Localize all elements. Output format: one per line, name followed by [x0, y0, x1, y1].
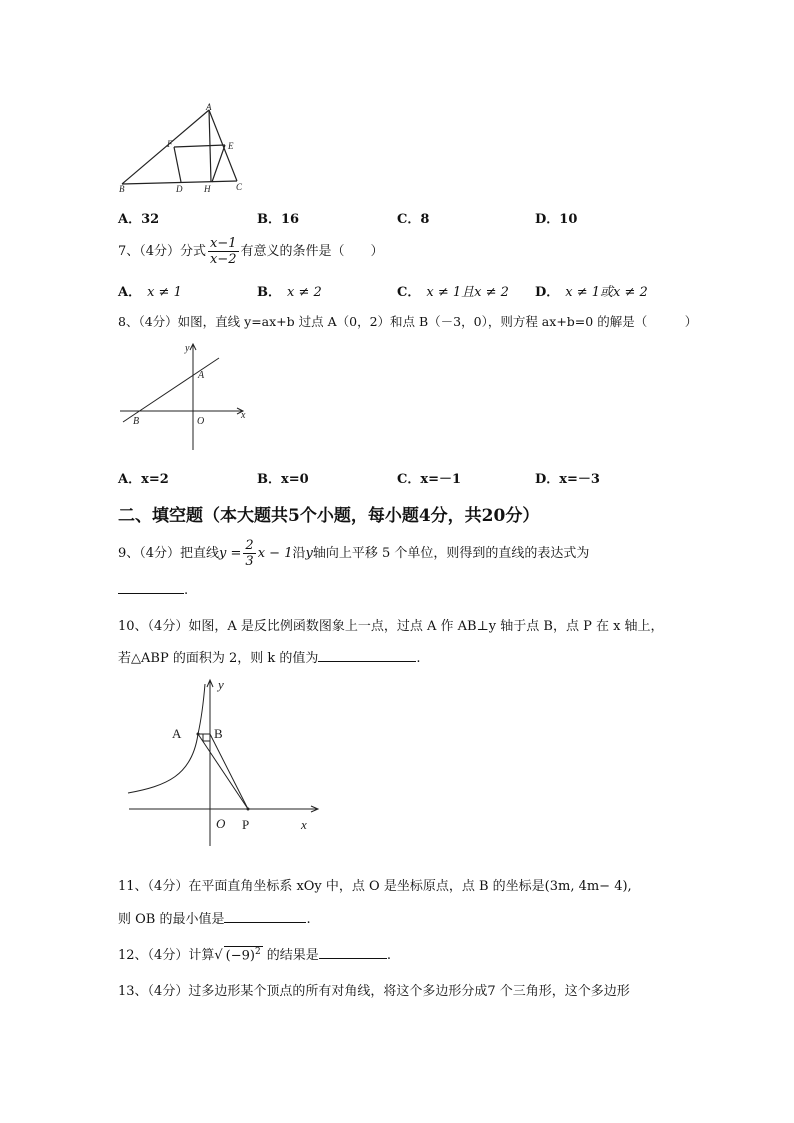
line-graph-figure	[115, 340, 250, 452]
label-F: F	[167, 139, 173, 149]
point-A-label: A	[198, 370, 205, 381]
q10-answer-blank[interactable]	[318, 649, 416, 662]
origin-label: O	[197, 416, 205, 427]
question-10-line2: 若△ABP 的面积为 2，则 k 的值为 .	[118, 651, 421, 666]
inverse-function-figure	[126, 676, 336, 851]
label-H: H	[204, 184, 211, 194]
q12-answer-blank[interactable]	[319, 946, 387, 959]
q7-option-c[interactable]: C． x ≠ 1且x ≠ 2	[397, 285, 509, 300]
point-B-label: B	[214, 726, 223, 741]
label-B: B	[119, 184, 125, 194]
q7-option-d[interactable]: D． x ≠ 1或x ≠ 2	[535, 285, 648, 300]
question-10-line1: 10、（4分）如图，A 是反比例函数图象上一点，过点 A 作 AB⊥y 轴于点 B，点 P 在 x 轴上，	[118, 619, 664, 634]
q11-answer-blank[interactable]	[224, 910, 306, 923]
q9-answer-line[interactable]: .	[118, 581, 188, 598]
question-9: 9、（4分）把直线y = $\frac{2}{3}$ x − 1沿y轴向上平移 5 个单位，则得到的直线的表达式为	[118, 538, 590, 569]
question-12: 12、（4分）计算√ $(-9)^2$ 的结果是 .	[118, 946, 391, 963]
x-axis-label: x	[301, 817, 307, 832]
y-axis-label: y	[218, 677, 224, 692]
section-heading: 二、填空题（本大题共5个小题，每小题4分，共20分）	[118, 506, 540, 526]
point-A-label: A	[172, 726, 182, 741]
q8-option-b[interactable]: B．x=0	[257, 472, 309, 487]
y-axis-label: y	[185, 343, 190, 354]
q6-option-a[interactable]: A．32	[118, 212, 160, 227]
label-C: C	[236, 182, 243, 192]
q7-option-a[interactable]: A． x ≠ 1	[118, 285, 182, 300]
q8-option-d[interactable]: D．x=－3	[535, 472, 600, 487]
q6-option-c[interactable]: C．8	[397, 212, 430, 227]
label-A: A	[206, 102, 212, 112]
question-7: 7、（4分）分式 $\frac{x-1}{x-2}$ 有意义的条件是（ ）	[118, 236, 384, 267]
fraction: $\frac{2}{3}$	[245, 538, 254, 569]
q6-option-b[interactable]: B．16	[257, 212, 300, 227]
q8-option-a[interactable]: A．x=2	[118, 472, 169, 487]
point-P-label: P	[242, 817, 250, 832]
q8-option-c[interactable]: C．x=－1	[397, 472, 462, 487]
origin-label: O	[216, 816, 226, 831]
q7-option-b[interactable]: B． x ≠ 2	[257, 285, 322, 300]
question-8: 8、（4分）如图，直线 y=ax+b 过点 A（0，2）和点 B（－3，0），则方程 ax+b=0 的解是（ ）	[118, 314, 698, 329]
square-root: $(-9)^2$	[225, 946, 261, 963]
question-11-line1: 11、（4分）在平面直角坐标系 xOy 中，点 O 是坐标原点，点 B 的坐标是(3m, 4m− 4),	[118, 879, 632, 894]
fraction: $\frac{x-1}{x-2}$	[210, 236, 237, 267]
x-axis-label: x	[241, 410, 246, 421]
point-B-label: B	[133, 416, 140, 427]
question-13: 13、（4分）过多边形某个顶点的所有对角线，将这个多边形分成7 个三角形，这个多边形	[118, 984, 630, 999]
triangle-figure	[112, 102, 272, 197]
question-11-line2: 则 OB 的最小值是 .	[118, 912, 311, 927]
label-D: D	[176, 184, 183, 194]
q6-option-d[interactable]: D．10	[535, 212, 578, 227]
label-E: E	[228, 141, 234, 151]
